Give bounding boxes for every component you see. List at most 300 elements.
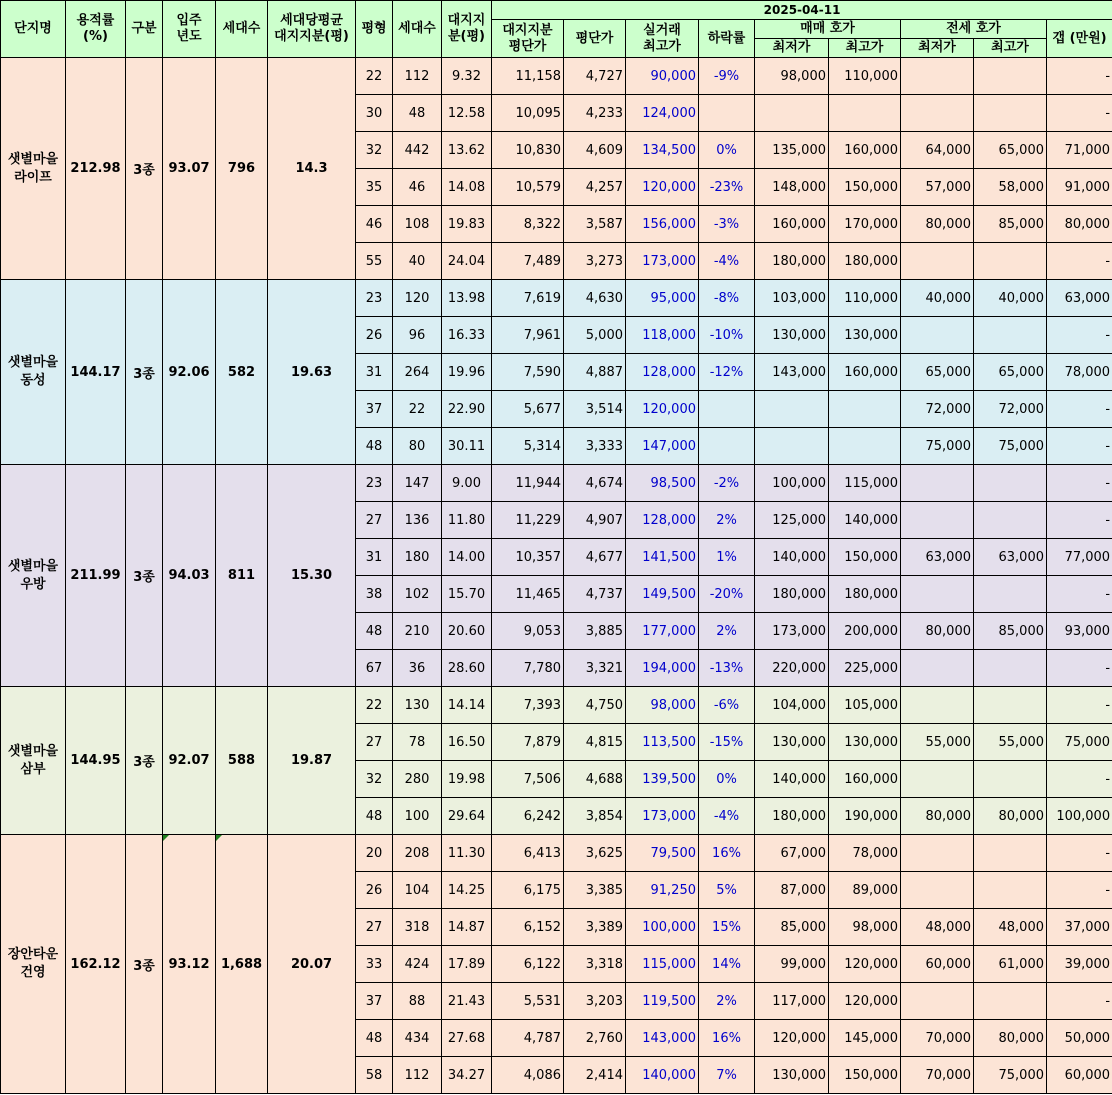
- pyeong-price-cell: 4,887: [564, 354, 626, 391]
- sale-max-cell: [829, 95, 901, 132]
- land-share-cell: 29.64: [442, 798, 492, 835]
- sale-min-cell: 143,000: [755, 354, 829, 391]
- size-units-cell: 120: [393, 280, 442, 317]
- sale-max-cell: 150,000: [829, 169, 901, 206]
- size-cell: 33: [356, 946, 393, 983]
- sale-min-cell: 140,000: [755, 761, 829, 798]
- real-max-cell: 128,000: [626, 502, 699, 539]
- jeonse-max-cell: 80,000: [974, 1020, 1047, 1057]
- sale-min-cell: 85,000: [755, 909, 829, 946]
- jeonse-min-cell: [901, 835, 974, 872]
- gap-cell: -: [1047, 58, 1112, 95]
- land-share-cell: 28.60: [442, 650, 492, 687]
- size-units-cell: 112: [393, 1057, 442, 1094]
- complex-far: 162.12: [66, 835, 126, 1094]
- land-price-cell: 7,393: [492, 687, 564, 724]
- sale-max-cell: 200,000: [829, 613, 901, 650]
- pyeong-price-cell: 3,885: [564, 613, 626, 650]
- drop-rate-cell: 7%: [699, 1057, 755, 1094]
- size-cell: 27: [356, 502, 393, 539]
- land-share-cell: 15.70: [442, 576, 492, 613]
- land-price-cell: 7,780: [492, 650, 564, 687]
- gap-cell: 63,000: [1047, 280, 1112, 317]
- header-sale-group: 매매 호가: [755, 20, 901, 39]
- gap-cell: -: [1047, 502, 1112, 539]
- complex-zone: 3종: [126, 465, 163, 687]
- complex-avg-land: 14.3: [268, 58, 356, 280]
- size-units-cell: 102: [393, 576, 442, 613]
- pyeong-price-cell: 3,318: [564, 946, 626, 983]
- jeonse-min-cell: [901, 872, 974, 909]
- sale-max-cell: 140,000: [829, 502, 901, 539]
- size-cell: 32: [356, 761, 393, 798]
- land-price-cell: 9,053: [492, 613, 564, 650]
- sale-min-cell: 100,000: [755, 465, 829, 502]
- sale-min-cell: 140,000: [755, 539, 829, 576]
- real-max-cell: 113,500: [626, 724, 699, 761]
- header-date: 2025-04-11: [492, 1, 1112, 20]
- size-cell: 23: [356, 280, 393, 317]
- size-cell: 37: [356, 391, 393, 428]
- drop-rate-cell: 1%: [699, 539, 755, 576]
- gap-cell: 60,000: [1047, 1057, 1112, 1094]
- drop-rate-cell: -20%: [699, 576, 755, 613]
- sale-min-cell: 103,000: [755, 280, 829, 317]
- pyeong-price-cell: 4,815: [564, 724, 626, 761]
- sale-max-cell: 130,000: [829, 724, 901, 761]
- land-price-cell: 10,579: [492, 169, 564, 206]
- pyeong-price-cell: 4,674: [564, 465, 626, 502]
- complex-zone: 3종: [126, 835, 163, 1094]
- real-max-cell: 100,000: [626, 909, 699, 946]
- pyeong-price-cell: 3,514: [564, 391, 626, 428]
- jeonse-max-cell: [974, 687, 1047, 724]
- real-max-cell: 115,000: [626, 946, 699, 983]
- jeonse-max-cell: [974, 576, 1047, 613]
- gap-cell: 39,000: [1047, 946, 1112, 983]
- gap-cell: -: [1047, 317, 1112, 354]
- jeonse-max-cell: 61,000: [974, 946, 1047, 983]
- header-sale-min: 최저가: [755, 39, 829, 58]
- size-cell: 67: [356, 650, 393, 687]
- jeonse-max-cell: 48,000: [974, 909, 1047, 946]
- sale-max-cell: 110,000: [829, 58, 901, 95]
- size-cell: 20: [356, 835, 393, 872]
- sale-max-cell: 150,000: [829, 539, 901, 576]
- size-cell: 23: [356, 465, 393, 502]
- sale-max-cell: 78,000: [829, 835, 901, 872]
- jeonse-min-cell: 70,000: [901, 1020, 974, 1057]
- header-avg-land: 세대당평균 대지지분(평): [268, 1, 356, 58]
- gap-cell: -: [1047, 872, 1112, 909]
- size-units-cell: 36: [393, 650, 442, 687]
- pyeong-price-cell: 4,750: [564, 687, 626, 724]
- real-max-cell: 139,500: [626, 761, 699, 798]
- sale-min-cell: [755, 95, 829, 132]
- pyeong-price-cell: 3,587: [564, 206, 626, 243]
- land-price-cell: 6,242: [492, 798, 564, 835]
- size-units-cell: 442: [393, 132, 442, 169]
- complex-year: 92.07: [163, 687, 216, 835]
- land-price-cell: 5,314: [492, 428, 564, 465]
- complex-zone: 3종: [126, 58, 163, 280]
- real-max-cell: 143,000: [626, 1020, 699, 1057]
- land-share-cell: 17.89: [442, 946, 492, 983]
- drop-rate-cell: -23%: [699, 169, 755, 206]
- size-units-cell: 80: [393, 428, 442, 465]
- size-units-cell: 136: [393, 502, 442, 539]
- sale-min-cell: 148,000: [755, 169, 829, 206]
- sale-min-cell: [755, 428, 829, 465]
- sale-min-cell: 180,000: [755, 798, 829, 835]
- drop-rate-cell: 2%: [699, 983, 755, 1020]
- real-max-cell: 177,000: [626, 613, 699, 650]
- land-price-cell: 11,944: [492, 465, 564, 502]
- gap-cell: -: [1047, 983, 1112, 1020]
- table-row: [1, 280, 1112, 317]
- jeonse-max-cell: 65,000: [974, 132, 1047, 169]
- jeonse-min-cell: 80,000: [901, 798, 974, 835]
- size-units-cell: 96: [393, 317, 442, 354]
- gap-cell: 78,000: [1047, 354, 1112, 391]
- complex-far: 211.99: [66, 465, 126, 687]
- drop-rate-cell: [699, 95, 755, 132]
- real-max-cell: 98,500: [626, 465, 699, 502]
- land-share-cell: 22.90: [442, 391, 492, 428]
- sale-max-cell: 105,000: [829, 687, 901, 724]
- pyeong-price-cell: 4,688: [564, 761, 626, 798]
- jeonse-max-cell: 85,000: [974, 613, 1047, 650]
- jeonse-min-cell: [901, 95, 974, 132]
- size-cell: 32: [356, 132, 393, 169]
- table-row: [1, 835, 1112, 872]
- complex-avg-land: 15.30: [268, 465, 356, 687]
- size-units-cell: 180: [393, 539, 442, 576]
- sale-max-cell: [829, 428, 901, 465]
- real-max-cell: 173,000: [626, 798, 699, 835]
- drop-rate-cell: -6%: [699, 687, 755, 724]
- sale-max-cell: 160,000: [829, 761, 901, 798]
- size-units-cell: 424: [393, 946, 442, 983]
- real-max-cell: 128,000: [626, 354, 699, 391]
- sale-max-cell: 160,000: [829, 132, 901, 169]
- drop-rate-cell: [699, 428, 755, 465]
- complex-avg-land: 19.63: [268, 280, 356, 465]
- drop-rate-cell: -4%: [699, 243, 755, 280]
- gap-cell: 93,000: [1047, 613, 1112, 650]
- gap-cell: -: [1047, 391, 1112, 428]
- land-share-cell: 19.83: [442, 206, 492, 243]
- jeonse-min-cell: [901, 983, 974, 1020]
- land-price-cell: 6,122: [492, 946, 564, 983]
- jeonse-max-cell: 75,000: [974, 428, 1047, 465]
- drop-rate-cell: 16%: [699, 1020, 755, 1057]
- jeonse-min-cell: 72,000: [901, 391, 974, 428]
- header-size: 평형: [356, 1, 393, 58]
- size-cell: 27: [356, 909, 393, 946]
- pyeong-price-cell: 4,609: [564, 132, 626, 169]
- size-cell: 46: [356, 206, 393, 243]
- real-max-cell: 173,000: [626, 243, 699, 280]
- complex-far: 144.17: [66, 280, 126, 465]
- header-land-price: 대지지분 평단가: [492, 20, 564, 58]
- complex-far: 144.95: [66, 687, 126, 835]
- sale-max-cell: 180,000: [829, 243, 901, 280]
- header-real-max: 실거래 최고가: [626, 20, 699, 58]
- jeonse-max-cell: [974, 317, 1047, 354]
- drop-rate-cell: 0%: [699, 132, 755, 169]
- complex-units: 582: [216, 280, 268, 465]
- sale-max-cell: 110,000: [829, 280, 901, 317]
- pyeong-price-cell: 3,389: [564, 909, 626, 946]
- header-complex-name: 단지명: [1, 1, 66, 58]
- land-share-cell: 14.08: [442, 169, 492, 206]
- jeonse-min-cell: [901, 317, 974, 354]
- size-cell: 27: [356, 724, 393, 761]
- land-price-cell: 5,531: [492, 983, 564, 1020]
- land-share-cell: 34.27: [442, 1057, 492, 1094]
- land-share-cell: 27.68: [442, 1020, 492, 1057]
- header-year: 입주 년도: [163, 1, 216, 58]
- jeonse-min-cell: 65,000: [901, 354, 974, 391]
- complex-zone: 3종: [126, 687, 163, 835]
- jeonse-min-cell: [901, 687, 974, 724]
- jeonse-min-cell: 75,000: [901, 428, 974, 465]
- jeonse-min-cell: [901, 58, 974, 95]
- size-units-cell: 280: [393, 761, 442, 798]
- complex-year: 94.03: [163, 465, 216, 687]
- size-cell: 22: [356, 58, 393, 95]
- sale-max-cell: 120,000: [829, 983, 901, 1020]
- sale-max-cell: 115,000: [829, 465, 901, 502]
- pyeong-price-cell: 4,233: [564, 95, 626, 132]
- size-cell: 31: [356, 539, 393, 576]
- jeonse-max-cell: 55,000: [974, 724, 1047, 761]
- gap-cell: 75,000: [1047, 724, 1112, 761]
- header-zone: 구분: [126, 1, 163, 58]
- size-units-cell: 318: [393, 909, 442, 946]
- real-max-cell: 79,500: [626, 835, 699, 872]
- sale-min-cell: 180,000: [755, 576, 829, 613]
- sale-max-cell: 130,000: [829, 317, 901, 354]
- land-share-cell: 14.87: [442, 909, 492, 946]
- size-cell: 58: [356, 1057, 393, 1094]
- gap-cell: 91,000: [1047, 169, 1112, 206]
- complex-year: 93.12: [163, 835, 216, 1094]
- size-cell: 35: [356, 169, 393, 206]
- sale-min-cell: 135,000: [755, 132, 829, 169]
- pyeong-price-cell: 3,333: [564, 428, 626, 465]
- size-units-cell: 130: [393, 687, 442, 724]
- land-share-cell: 11.30: [442, 835, 492, 872]
- table-header: [1, 1, 1112, 58]
- size-units-cell: 100: [393, 798, 442, 835]
- size-cell: 30: [356, 95, 393, 132]
- jeonse-max-cell: [974, 761, 1047, 798]
- jeonse-min-cell: 55,000: [901, 724, 974, 761]
- land-share-cell: 13.62: [442, 132, 492, 169]
- complex-zone: 3종: [126, 280, 163, 465]
- size-cell: 55: [356, 243, 393, 280]
- jeonse-max-cell: [974, 95, 1047, 132]
- real-max-cell: 156,000: [626, 206, 699, 243]
- land-price-cell: 10,830: [492, 132, 564, 169]
- land-price-cell: 8,322: [492, 206, 564, 243]
- gap-cell: -: [1047, 428, 1112, 465]
- sale-max-cell: 145,000: [829, 1020, 901, 1057]
- sale-max-cell: 225,000: [829, 650, 901, 687]
- jeonse-min-cell: 60,000: [901, 946, 974, 983]
- size-cell: 31: [356, 354, 393, 391]
- land-share-cell: 16.33: [442, 317, 492, 354]
- pyeong-price-cell: 4,677: [564, 539, 626, 576]
- pyeong-price-cell: 3,273: [564, 243, 626, 280]
- pyeong-price-cell: 5,000: [564, 317, 626, 354]
- sale-min-cell: 180,000: [755, 243, 829, 280]
- sale-max-cell: 89,000: [829, 872, 901, 909]
- gap-cell: 80,000: [1047, 206, 1112, 243]
- size-units-cell: 104: [393, 872, 442, 909]
- complex-units: 796: [216, 58, 268, 280]
- size-units-cell: 208: [393, 835, 442, 872]
- drop-rate-cell: -2%: [699, 465, 755, 502]
- jeonse-max-cell: 75,000: [974, 1057, 1047, 1094]
- real-max-cell: 98,000: [626, 687, 699, 724]
- size-units-cell: 22: [393, 391, 442, 428]
- jeonse-max-cell: 80,000: [974, 798, 1047, 835]
- land-share-cell: 24.04: [442, 243, 492, 280]
- drop-rate-cell: -4%: [699, 798, 755, 835]
- land-price-cell: 7,879: [492, 724, 564, 761]
- real-max-cell: 91,250: [626, 872, 699, 909]
- gap-cell: 50,000: [1047, 1020, 1112, 1057]
- sale-min-cell: 130,000: [755, 724, 829, 761]
- jeonse-max-cell: [974, 872, 1047, 909]
- jeonse-min-cell: 40,000: [901, 280, 974, 317]
- size-units-cell: 48: [393, 95, 442, 132]
- size-units-cell: 108: [393, 206, 442, 243]
- header-land: 대지지 분(평): [442, 1, 492, 58]
- sale-min-cell: 99,000: [755, 946, 829, 983]
- land-share-cell: 9.00: [442, 465, 492, 502]
- jeonse-max-cell: [974, 983, 1047, 1020]
- land-price-cell: 5,677: [492, 391, 564, 428]
- complex-name: 샛별마을 우방: [1, 465, 66, 687]
- size-units-cell: 434: [393, 1020, 442, 1057]
- gap-cell: -: [1047, 650, 1112, 687]
- gap-cell: -: [1047, 465, 1112, 502]
- complex-avg-land: 20.07: [268, 835, 356, 1094]
- size-cell: 48: [356, 1020, 393, 1057]
- jeonse-min-cell: [901, 650, 974, 687]
- land-price-cell: 4,086: [492, 1057, 564, 1094]
- drop-rate-cell: -13%: [699, 650, 755, 687]
- sale-min-cell: 160,000: [755, 206, 829, 243]
- sale-min-cell: 173,000: [755, 613, 829, 650]
- size-cell: 48: [356, 798, 393, 835]
- land-share-cell: 20.60: [442, 613, 492, 650]
- complex-name: 장안타운 건영: [1, 835, 66, 1094]
- size-units-cell: 264: [393, 354, 442, 391]
- header-far: 용적률 (%): [66, 1, 126, 58]
- complex-units: 588: [216, 687, 268, 835]
- jeonse-min-cell: [901, 502, 974, 539]
- header-jeonse-group: 전세 호가: [901, 20, 1047, 39]
- drop-rate-cell: 0%: [699, 761, 755, 798]
- jeonse-min-cell: 57,000: [901, 169, 974, 206]
- jeonse-max-cell: [974, 502, 1047, 539]
- real-max-cell: 90,000: [626, 58, 699, 95]
- land-price-cell: 7,961: [492, 317, 564, 354]
- size-units-cell: 147: [393, 465, 442, 502]
- sale-min-cell: 125,000: [755, 502, 829, 539]
- gap-cell: 77,000: [1047, 539, 1112, 576]
- sale-max-cell: 190,000: [829, 798, 901, 835]
- real-max-cell: 120,000: [626, 391, 699, 428]
- size-cell: 37: [356, 983, 393, 1020]
- sale-max-cell: 120,000: [829, 946, 901, 983]
- land-price-cell: 4,787: [492, 1020, 564, 1057]
- land-price-cell: 11,229: [492, 502, 564, 539]
- jeonse-min-cell: 63,000: [901, 539, 974, 576]
- jeonse-min-cell: 64,000: [901, 132, 974, 169]
- land-price-cell: 6,175: [492, 872, 564, 909]
- land-share-cell: 13.98: [442, 280, 492, 317]
- drop-rate-cell: -15%: [699, 724, 755, 761]
- land-share-cell: 19.96: [442, 354, 492, 391]
- pyeong-price-cell: 4,257: [564, 169, 626, 206]
- sale-min-cell: 130,000: [755, 1057, 829, 1094]
- jeonse-min-cell: [901, 761, 974, 798]
- land-share-cell: 21.43: [442, 983, 492, 1020]
- land-share-cell: 14.00: [442, 539, 492, 576]
- land-price-cell: 11,158: [492, 58, 564, 95]
- sale-min-cell: [755, 391, 829, 428]
- gap-cell: 71,000: [1047, 132, 1112, 169]
- complex-name: 샛별마을 동성: [1, 280, 66, 465]
- land-price-cell: 6,413: [492, 835, 564, 872]
- real-max-cell: 119,500: [626, 983, 699, 1020]
- real-max-cell: 140,000: [626, 1057, 699, 1094]
- jeonse-min-cell: [901, 576, 974, 613]
- header-jeonse-max: 최고가: [974, 39, 1047, 58]
- sale-min-cell: 220,000: [755, 650, 829, 687]
- complex-name: 샛별마을 삼부: [1, 687, 66, 835]
- land-price-cell: 7,619: [492, 280, 564, 317]
- real-max-cell: 194,000: [626, 650, 699, 687]
- gap-cell: -: [1047, 835, 1112, 872]
- size-cell: 38: [356, 576, 393, 613]
- complex-far: 212.98: [66, 58, 126, 280]
- jeonse-max-cell: 40,000: [974, 280, 1047, 317]
- land-share-cell: 12.58: [442, 95, 492, 132]
- jeonse-max-cell: 72,000: [974, 391, 1047, 428]
- jeonse-max-cell: [974, 465, 1047, 502]
- sale-min-cell: 104,000: [755, 687, 829, 724]
- size-units-cell: 46: [393, 169, 442, 206]
- complex-avg-land: 19.87: [268, 687, 356, 835]
- pyeong-price-cell: 4,907: [564, 502, 626, 539]
- land-share-cell: 30.11: [442, 428, 492, 465]
- sale-max-cell: 160,000: [829, 354, 901, 391]
- complex-units: 811: [216, 465, 268, 687]
- land-price-cell: 10,357: [492, 539, 564, 576]
- drop-rate-cell: 14%: [699, 946, 755, 983]
- land-share-cell: 16.50: [442, 724, 492, 761]
- jeonse-max-cell: 65,000: [974, 354, 1047, 391]
- real-max-cell: 149,500: [626, 576, 699, 613]
- complex-units: 1,688: [216, 835, 268, 1094]
